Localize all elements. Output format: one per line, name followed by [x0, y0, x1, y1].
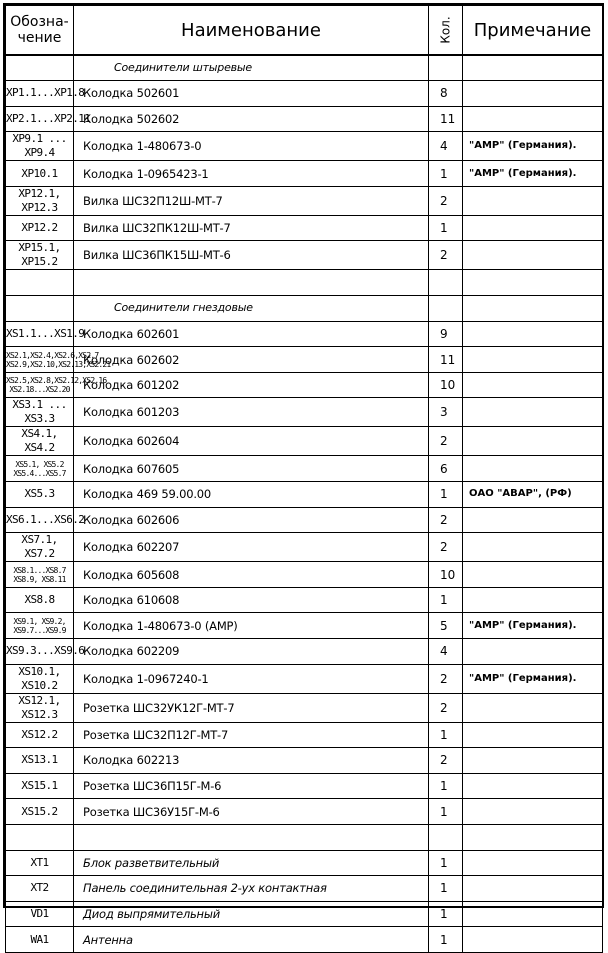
- quantity-cell: 1: [429, 799, 463, 825]
- note-cell: [463, 639, 603, 665]
- name-cell: Розетка ШС32УК12Г-МТ-7: [74, 693, 429, 722]
- header-note: Примечание: [463, 6, 603, 56]
- note-cell: [463, 398, 603, 427]
- designation-cell: [6, 296, 74, 322]
- header-quantity: [429, 6, 463, 56]
- note-cell: [463, 186, 603, 215]
- table-row: [6, 482, 603, 508]
- quantity-cell: 4: [429, 132, 463, 161]
- table-row: [6, 456, 603, 482]
- note-cell: [463, 347, 603, 373]
- name-cell: Розетка ШС36П15Г-М-6: [74, 773, 429, 799]
- name-cell: Диод выпрямительный: [74, 901, 429, 927]
- header-designation-line: чение: [17, 30, 62, 46]
- quantity-cell: 2: [429, 748, 463, 774]
- header-designation-line: Обозна-: [10, 14, 69, 30]
- designation-cell: XP15.1, XP15.2: [6, 241, 74, 270]
- note-cell: "AMP" (Германия).: [463, 161, 603, 187]
- designation-cell: XS9.1, XS9.2, XS9.7...XS9.9: [6, 613, 74, 639]
- table-row: [6, 161, 603, 187]
- name-cell: Колодка 1-0967240-1: [74, 664, 429, 693]
- quantity-cell: 1: [429, 901, 463, 927]
- designation-cell: XP10.1: [6, 161, 74, 187]
- specification-sheet: [3, 3, 604, 947]
- quantity-cell: 2: [429, 241, 463, 270]
- designation-cell: XP9.1 ... XP9.4: [6, 132, 74, 161]
- designation-cell: XS8.8: [6, 587, 74, 613]
- table-row: [6, 186, 603, 215]
- note-cell: ОАО "АВАР", (РФ): [463, 482, 603, 508]
- designation-cell: XS12.2: [6, 722, 74, 748]
- name-cell: Блок разветвительный: [74, 850, 429, 876]
- designation-cell: XS1.1...XS1.9: [6, 321, 74, 347]
- note-cell: [463, 55, 603, 81]
- quantity-cell: 2: [429, 693, 463, 722]
- name-cell: Вилка ШС36ПК15Ш-МТ-6: [74, 241, 429, 270]
- note-cell: [463, 507, 603, 533]
- quantity-cell: 9: [429, 321, 463, 347]
- table-row: [6, 927, 603, 953]
- table-row: [6, 613, 603, 639]
- note-cell: "AMP" (Германия).: [463, 132, 603, 161]
- table-row: [6, 722, 603, 748]
- quantity-cell: 2: [429, 533, 463, 562]
- name-cell: Колодка 602207: [74, 533, 429, 562]
- table-row: [6, 850, 603, 876]
- header-name: Наименование: [74, 6, 429, 56]
- section-title: Соединители гнездовые: [74, 296, 429, 322]
- name-cell: Колодка 469 59.00.00: [74, 482, 429, 508]
- table-row: [6, 799, 603, 825]
- designation-cell: XS2.5,XS2.8,XS2.12,XS2.16 XS2.18...XS2.20: [6, 372, 74, 398]
- note-cell: [463, 296, 603, 322]
- quantity-cell: 10: [429, 372, 463, 398]
- designation-cell: VD1: [6, 901, 74, 927]
- quantity-cell: 2: [429, 664, 463, 693]
- note-cell: [463, 270, 603, 296]
- table-row: [6, 372, 603, 398]
- designation-cell: XS7.1, XS7.2: [6, 533, 74, 562]
- designation-cell: [6, 824, 74, 850]
- designation-cell: XS5.1, XS5.2 XS5.4...XS5.7: [6, 456, 74, 482]
- designation-cell: XS5.3: [6, 482, 74, 508]
- designation-cell: [6, 55, 74, 81]
- quantity-cell: 1: [429, 215, 463, 241]
- quantity-cell: [429, 55, 463, 81]
- quantity-cell: 1: [429, 927, 463, 953]
- quantity-cell: 1: [429, 482, 463, 508]
- designation-cell: [6, 270, 74, 296]
- note-cell: [463, 321, 603, 347]
- name-cell: Вилка ШС32П12Ш-МТ-7: [74, 186, 429, 215]
- note-cell: [463, 693, 603, 722]
- note-cell: [463, 81, 603, 107]
- note-cell: [463, 901, 603, 927]
- table-row: [6, 693, 603, 722]
- note-cell: [463, 824, 603, 850]
- name-cell: Колодка 607605: [74, 456, 429, 482]
- name-cell: Колодка 605608: [74, 562, 429, 588]
- note-cell: [463, 533, 603, 562]
- table-row: [6, 639, 603, 665]
- designation-cell: XP2.1...XP2.11: [6, 106, 74, 132]
- table-row: [6, 587, 603, 613]
- designation-cell: XS3.1 ... XS3.3: [6, 398, 74, 427]
- quantity-cell: 1: [429, 876, 463, 902]
- note-cell: "AMP" (Германия).: [463, 613, 603, 639]
- quantity-cell: 1: [429, 161, 463, 187]
- table-row: [6, 773, 603, 799]
- note-cell: [463, 927, 603, 953]
- quantity-cell: 1: [429, 773, 463, 799]
- designation-cell: WA1: [6, 927, 74, 953]
- table-row: [6, 215, 603, 241]
- name-cell: Колодка 601202: [74, 372, 429, 398]
- note-cell: [463, 372, 603, 398]
- table-row: [6, 241, 603, 270]
- name-cell: Колодка 602604: [74, 427, 429, 456]
- name-cell: Вилка ШС32ПК12Ш-МТ-7: [74, 215, 429, 241]
- name-cell: Колодка 1-480673-0: [74, 132, 429, 161]
- quantity-cell: [429, 296, 463, 322]
- designation-cell: XS12.1, XS12.3: [6, 693, 74, 722]
- name-cell: Колодка 602601: [74, 321, 429, 347]
- name-cell: Колодка 1-480673-0 (AMP): [74, 613, 429, 639]
- table-row: [6, 347, 603, 373]
- note-cell: [463, 562, 603, 588]
- quantity-cell: 10: [429, 562, 463, 588]
- quantity-cell: 6: [429, 456, 463, 482]
- note-cell: [463, 748, 603, 774]
- note-cell: [463, 799, 603, 825]
- designation-cell: XS13.1: [6, 748, 74, 774]
- name-cell: Колодка 602209: [74, 639, 429, 665]
- name-cell: Колодка 601203: [74, 398, 429, 427]
- spacer-row: [6, 824, 603, 850]
- table-row: [6, 132, 603, 161]
- note-cell: [463, 241, 603, 270]
- name-cell: Антенна: [74, 927, 429, 953]
- quantity-cell: 4: [429, 639, 463, 665]
- designation-cell: XP12.2: [6, 215, 74, 241]
- designation-cell: XS15.1: [6, 773, 74, 799]
- table-row: [6, 81, 603, 107]
- name-cell: Розетка ШС36У15Г-М-6: [74, 799, 429, 825]
- designation-cell: XS15.2: [6, 799, 74, 825]
- note-cell: [463, 850, 603, 876]
- name-cell: Колодка 502601: [74, 81, 429, 107]
- name-cell: Колодка 502602: [74, 106, 429, 132]
- table-row: [6, 533, 603, 562]
- quantity-cell: 2: [429, 186, 463, 215]
- quantity-cell: 3: [429, 398, 463, 427]
- table-row: [6, 106, 603, 132]
- quantity-cell: 11: [429, 347, 463, 373]
- note-cell: [463, 876, 603, 902]
- designation-cell: XS8.1...XS8.7 XS8.9, XS8.11: [6, 562, 74, 588]
- quantity-cell: 11: [429, 106, 463, 132]
- name-cell: Колодка 602213: [74, 748, 429, 774]
- designation-cell: XP12.1, XP12.3: [6, 186, 74, 215]
- name-cell: Розетка ШС32П12Г-МТ-7: [74, 722, 429, 748]
- specification-table: [5, 5, 603, 953]
- table-row: [6, 507, 603, 533]
- name-cell: Колодка 610608: [74, 587, 429, 613]
- section-row: [6, 55, 603, 81]
- quantity-cell: 1: [429, 850, 463, 876]
- quantity-cell: 8: [429, 81, 463, 107]
- note-cell: [463, 427, 603, 456]
- note-cell: [463, 773, 603, 799]
- quantity-cell: 1: [429, 587, 463, 613]
- designation-cell: XT2: [6, 876, 74, 902]
- table-row: [6, 398, 603, 427]
- note-cell: [463, 106, 603, 132]
- note-cell: [463, 722, 603, 748]
- header-designation: [6, 6, 74, 56]
- note-cell: [463, 456, 603, 482]
- designation-cell: XS6.1...XS6.2: [6, 507, 74, 533]
- designation-cell: XT1: [6, 850, 74, 876]
- table-row: [6, 321, 603, 347]
- name-cell: Колодка 602606: [74, 507, 429, 533]
- designation-cell: XS4.1, XS4.2: [6, 427, 74, 456]
- table-row: [6, 664, 603, 693]
- name-cell: [74, 270, 429, 296]
- table-row: [6, 901, 603, 927]
- section-row: [6, 296, 603, 322]
- section-title: Соединители штыревые: [74, 55, 429, 81]
- note-cell: [463, 215, 603, 241]
- quantity-cell: 5: [429, 613, 463, 639]
- name-cell: Колодка 1-0965423-1: [74, 161, 429, 187]
- quantity-cell: [429, 824, 463, 850]
- header-row: [6, 6, 603, 56]
- table-row: [6, 748, 603, 774]
- designation-cell: XS10.1, XS10.2: [6, 664, 74, 693]
- note-cell: "AMP" (Германия).: [463, 664, 603, 693]
- note-cell: [463, 587, 603, 613]
- designation-cell: XS2.1,XS2.4,XS2.6,XS2.7 XS2.9,XS2.10,XS2.13,XS2.21: [6, 347, 74, 373]
- quantity-cell: 2: [429, 427, 463, 456]
- table-row: [6, 876, 603, 902]
- name-cell: [74, 824, 429, 850]
- table-row: [6, 427, 603, 456]
- designation-cell: XS9.3...XS9.6: [6, 639, 74, 665]
- name-cell: Колодка 602602: [74, 347, 429, 373]
- name-cell: Панель соединительная 2-ух контактная: [74, 876, 429, 902]
- quantity-cell: 2: [429, 507, 463, 533]
- table-row: [6, 562, 603, 588]
- spacer-row: [6, 270, 603, 296]
- header-quantity-label: Кол.: [438, 16, 453, 44]
- quantity-cell: 1: [429, 722, 463, 748]
- designation-cell: XP1.1...XP1.8: [6, 81, 74, 107]
- quantity-cell: [429, 270, 463, 296]
